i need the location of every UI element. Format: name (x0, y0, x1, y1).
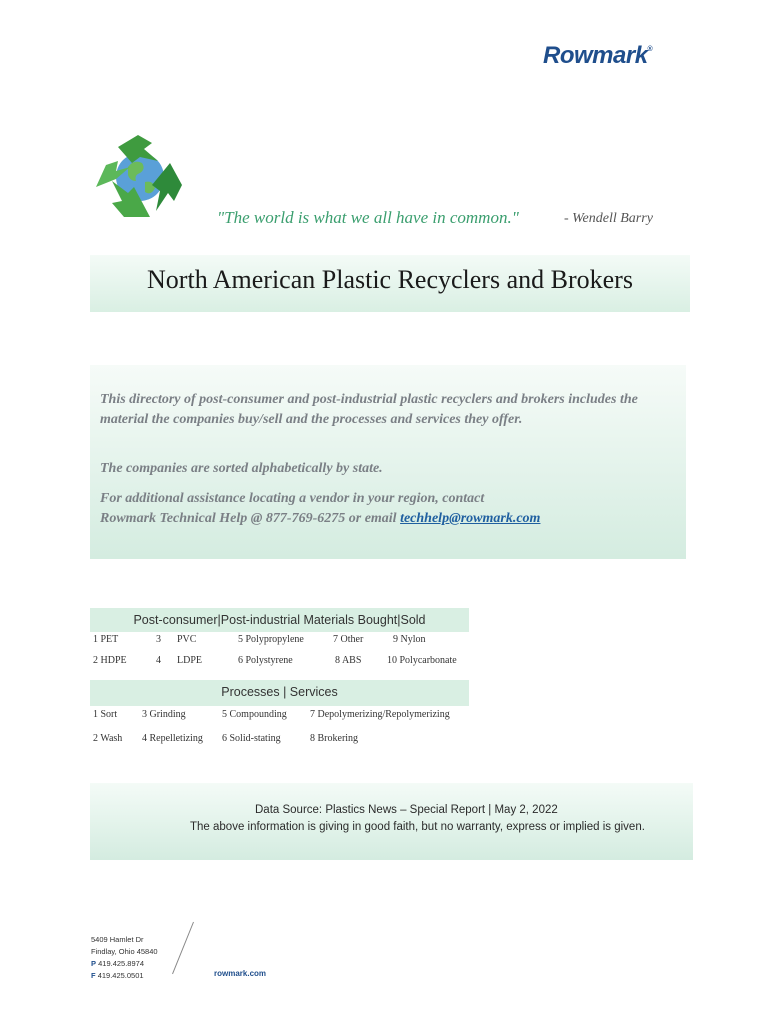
processes-table-header: Processes | Services (90, 680, 469, 706)
process-cell: 6 Solid-stating (222, 733, 281, 744)
process-cell: 8 Brokering (310, 733, 359, 744)
brand-logo (543, 42, 652, 70)
footer-address (91, 934, 158, 982)
intro-paragraph-2: The companies are sorted alphabetically by state. (100, 461, 383, 476)
data-source-line: Data Source: Plastics News – Special Report | May 2, 2022 (255, 804, 558, 816)
quote-author: - Wendell Barry (564, 211, 653, 226)
process-cell: 7 Depolymerizing/Repolymerizing (310, 709, 450, 720)
intro-contact-line-1: For additional assistance locating a vendor in your region, contact (100, 491, 485, 506)
process-cell: 3 Grinding (142, 709, 186, 720)
process-cell: 4 Repelletizing (142, 733, 203, 744)
material-cell: PVC (177, 634, 197, 645)
intro-panel (90, 365, 686, 559)
brand-name: Rowmark (543, 42, 648, 69)
recycle-globe-icon (90, 127, 190, 223)
title-banner (90, 255, 690, 312)
materials-table-header: Post-consumer|Post-industrial Materials Bought|Sold (90, 608, 469, 632)
material-cell: 7 Other (333, 634, 364, 645)
footer-fax: 419.425.0501 (97, 971, 144, 980)
material-cell: 8 ABS (335, 655, 362, 666)
fax-label: F (91, 971, 96, 980)
footer-website-link[interactable]: rowmark.com (214, 969, 267, 978)
phone-label: P (91, 959, 97, 968)
disclaimer-line: The above information is giving in good faith, but no warranty, express or implied is given. (190, 821, 645, 833)
footer-phone-row (91, 958, 158, 970)
footer-divider (172, 922, 194, 974)
footer-fax-row (91, 970, 158, 982)
data-source-panel (90, 783, 693, 860)
intro-paragraph-1: This directory of post-consumer and post-industrial plastic recyclers and brokers includes the material the companies buy/sell and the processes and services they offer. (100, 392, 638, 427)
process-cell: 2 Wash (93, 733, 123, 744)
brand-registered-mark: ® (647, 46, 653, 53)
process-cell: 1 Sort (93, 709, 118, 720)
material-cell: 2 HDPE (93, 655, 127, 666)
quote-text: "The world is what we all have in common." (217, 208, 519, 227)
material-cell: LDPE (177, 655, 202, 666)
material-cell: 10 Polycarbonate (387, 655, 457, 666)
intro-paragraph-3 (100, 489, 676, 529)
email-link[interactable]: techhelp@rowmark.com (400, 511, 541, 526)
material-cell: 6 Polystyrene (238, 655, 293, 666)
page-title: North American Plastic Recyclers and Brokers (147, 265, 633, 294)
material-cell: 4 (156, 655, 161, 666)
process-cell: 5 Compounding (222, 709, 287, 720)
intro-contact-line-2: Rowmark Technical Help @ 877-769-6275 or email (100, 511, 401, 526)
footer-street: 5409 Hamlet Dr (91, 935, 144, 944)
footer-city: Findlay, Ohio 45840 (91, 947, 158, 956)
material-cell: 9 Nylon (393, 634, 426, 645)
material-cell: 3 (156, 634, 161, 645)
material-cell: 5 Polypropylene (238, 634, 304, 645)
footer-phone: 419.425.8974 (98, 959, 144, 968)
material-cell: 1 PET (93, 634, 119, 645)
